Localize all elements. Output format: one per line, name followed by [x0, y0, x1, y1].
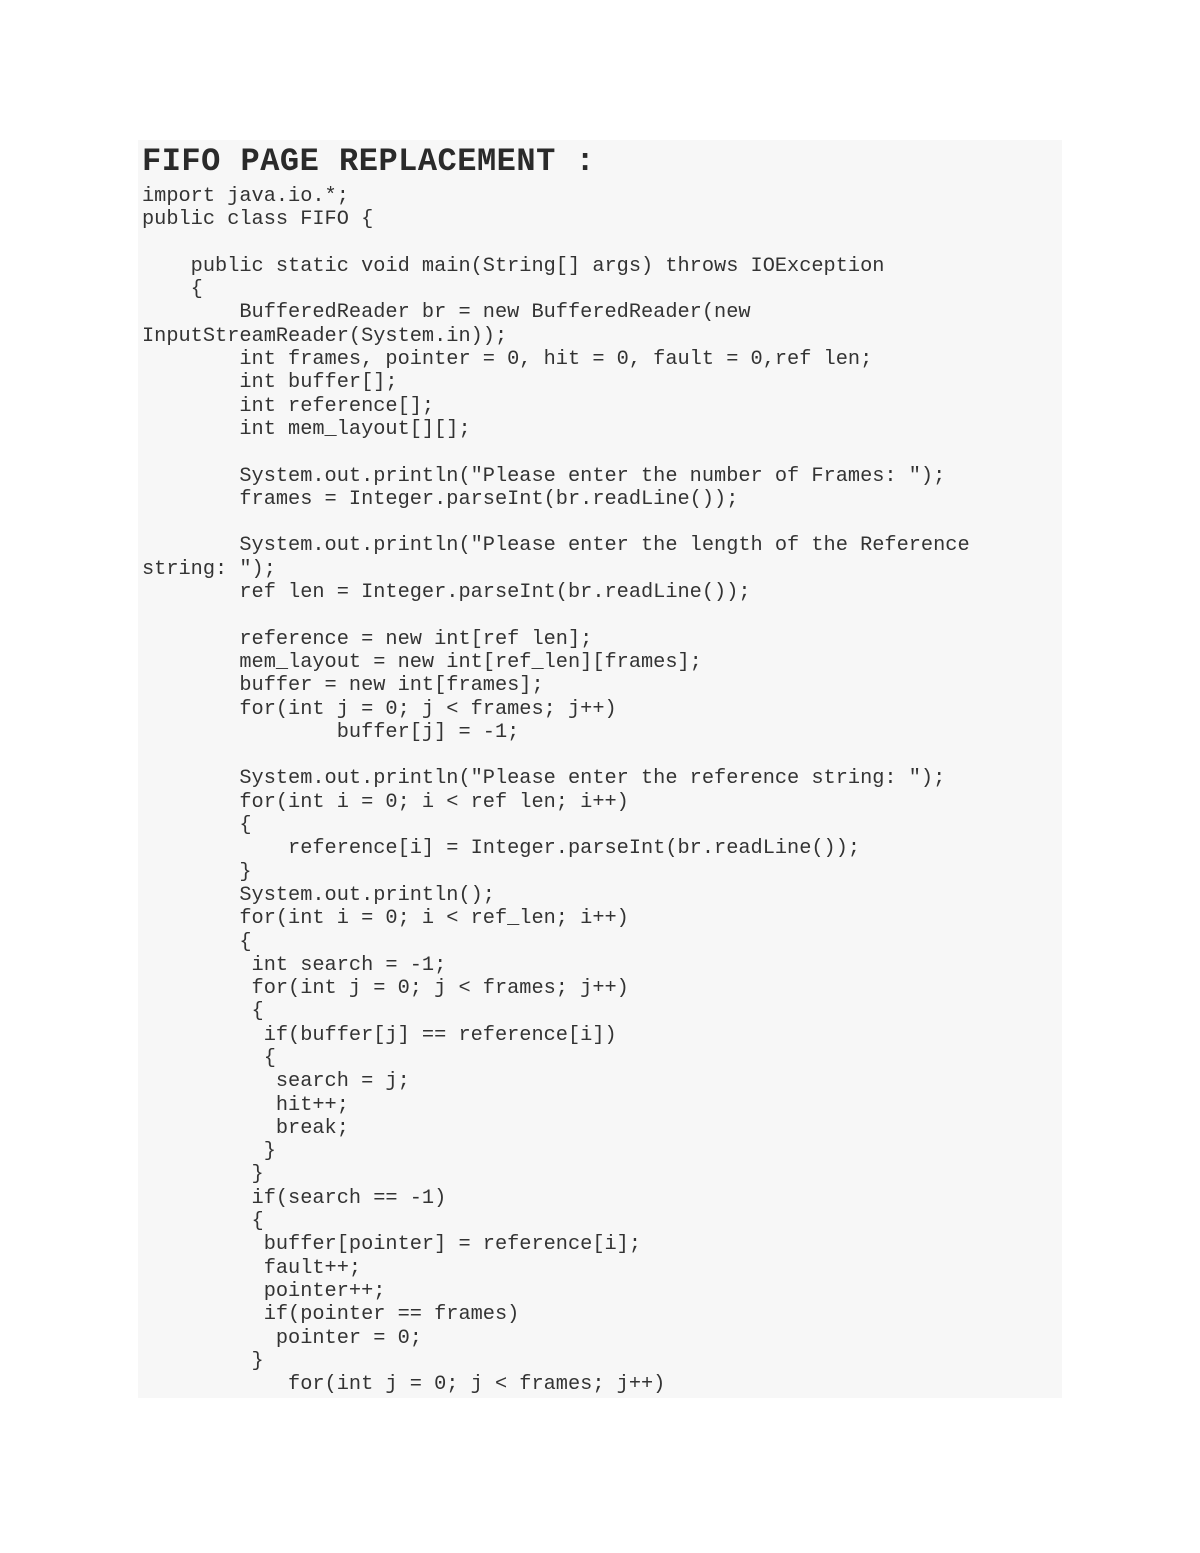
code-line: { — [142, 814, 252, 838]
code-line: { — [142, 1210, 264, 1234]
code-line: fault++; — [142, 1256, 362, 1280]
code-line: buffer[pointer] = reference[i]; — [142, 1233, 641, 1257]
code-line: } — [142, 860, 252, 884]
code-line: int search = -1; — [142, 953, 447, 977]
code-line: InputStreamReader(System.in)); — [142, 324, 508, 348]
code-line: } — [142, 1140, 276, 1164]
code-line: for(int j = 0; j < frames; j++) — [142, 1373, 666, 1397]
code-line: System.out.println("Please enter the reference string: "); — [142, 767, 946, 791]
code-line: search = j; — [142, 1070, 410, 1094]
code-line: hit++; — [142, 1093, 349, 1117]
code-line: { — [142, 278, 203, 302]
code-line: int reference[]; — [142, 394, 435, 418]
code-line: for(int i = 0; i < ref_len; i++) — [142, 907, 629, 931]
code-line: reference[i] = Integer.parseInt(br.readLine()); — [142, 837, 861, 861]
code-line: ref len = Integer.parseInt(br.readLine()); — [142, 581, 751, 605]
code-line: int buffer[]; — [142, 371, 398, 395]
code-line: { — [142, 1046, 276, 1070]
code-line: { — [142, 1000, 264, 1024]
code-line: } — [142, 1349, 264, 1373]
code-line — [142, 441, 970, 464]
code-line — [142, 511, 970, 534]
code-line: int mem_layout[][]; — [142, 417, 471, 441]
code-line: pointer++; — [142, 1279, 386, 1303]
code-line: reference = new int[ref len]; — [142, 627, 593, 651]
code-line: BufferedReader br = new BufferedReader(new — [142, 301, 751, 325]
code-line: import java.io.*; — [142, 185, 349, 208]
code-line: public class FIFO { — [142, 208, 374, 232]
code-line: if(search == -1) — [142, 1186, 447, 1210]
code-line: frames = Integer.parseInt(br.readLine()); — [142, 487, 739, 511]
code-line: string: "); — [142, 557, 276, 581]
code-line: System.out.println(); — [142, 883, 495, 907]
code-line: System.out.println("Please enter the length of the Reference — [142, 534, 970, 558]
code-line: System.out.println("Please enter the number of Frames: "); — [142, 464, 946, 488]
code-listing — [138, 140, 1062, 1398]
code-line: mem_layout = new int[ref_len][frames]; — [142, 650, 702, 674]
code-line — [142, 744, 970, 767]
code-line: for(int j = 0; j < frames; j++) — [142, 977, 629, 1001]
code-line: break; — [142, 1116, 349, 1140]
code-body — [142, 185, 970, 1396]
code-line: buffer[j] = -1; — [142, 720, 520, 744]
document-title: FIFO PAGE REPLACEMENT : — [142, 143, 596, 180]
code-line: pointer = 0; — [142, 1326, 422, 1350]
code-line — [142, 604, 970, 627]
code-line: if(pointer == frames) — [142, 1303, 520, 1327]
code-line: for(int j = 0; j < frames; j++) — [142, 697, 617, 721]
code-line — [142, 232, 970, 255]
code-line: if(buffer[j] == reference[i]) — [142, 1023, 617, 1047]
code-line: for(int i = 0; i < ref len; i++) — [142, 790, 629, 814]
code-line: { — [142, 930, 252, 954]
code-line: } — [142, 1163, 264, 1187]
code-line: public static void main(String[] args) throws IOException — [142, 254, 885, 278]
code-line: buffer = new int[frames]; — [142, 674, 544, 698]
code-line: int frames, pointer = 0, hit = 0, fault = 0,ref len; — [142, 348, 873, 372]
